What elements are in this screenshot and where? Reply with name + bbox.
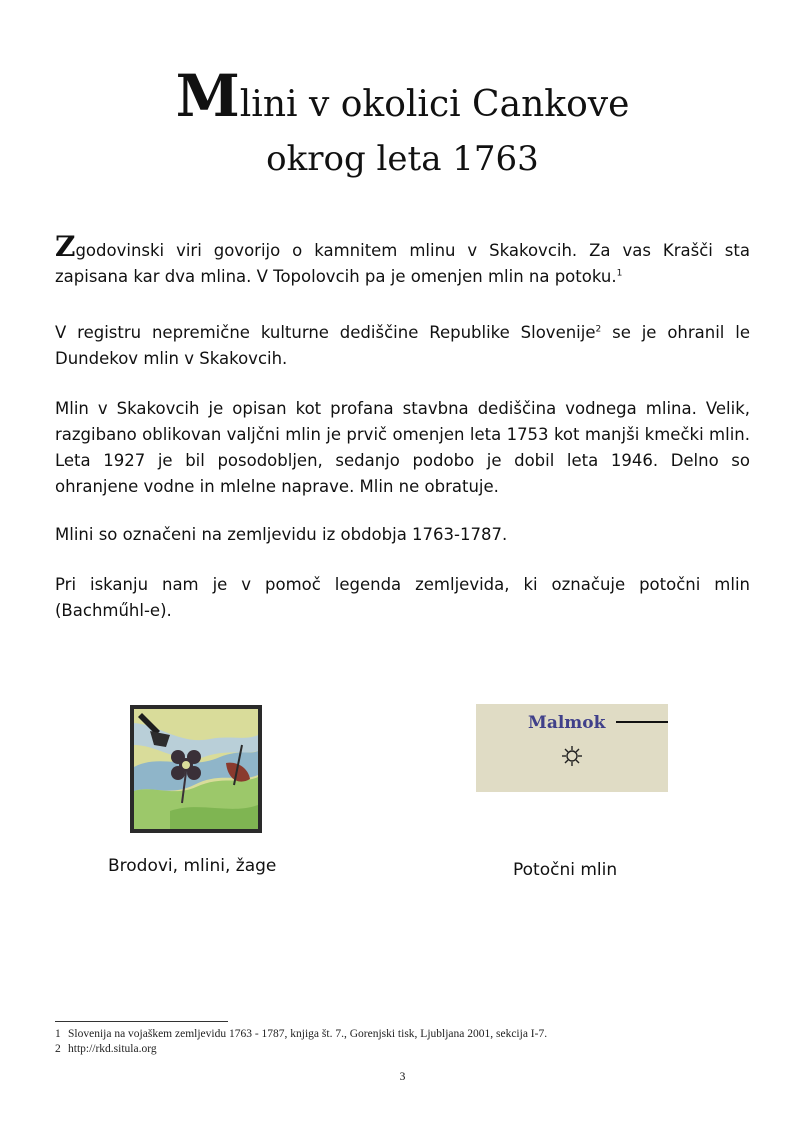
paragraph-4 [55,522,750,548]
page-title-line1 [0,62,805,135]
title-rest: lini v okolici Cankove [239,84,630,125]
paragraph-5 [55,572,750,624]
title-initial: M [175,62,240,130]
footnote-ref-2[interactable]: 2 [595,324,602,335]
paragraph-1 [55,230,750,290]
paragraph-4-text: Mlini so označeni na zemljevidu iz obdobja 1763-1787. [55,525,508,544]
legend-image-mills-boats-sawmills [130,705,262,833]
paragraph-initial: Z [55,230,76,263]
paragraph-5-text: Pri iskanju nam je v pomoč legenda zemljevida, ki označuje potočni mlin (Bachműhl-e). [55,575,750,620]
page-number: 3 [399,1071,406,1083]
paragraph-3 [55,396,750,500]
caption-mills-boats-sawmills: Brodovi, mlini, žage [108,856,277,876]
footnote-2 [55,1043,157,1055]
paragraph-2 [55,320,750,372]
paragraph-1-text: godovinski viri govorijo o kamnitem mlinu v Skakovcih. Za vas Krašči sta zapisana kar dva mlina. V Topolovcih pa je omenjen mlin na potoku. [55,241,750,286]
paragraph-3-text: Mlin v Skakovcih je opisan kot profana stavbna dediščina vodnega mlina. Velik, razgibano oblikovan valjčni mlin je prvič omenjen leta 1753 kot manjši kmečki mlin. Leta 1927 je bil posodobljen, sedanjo podobo je dobil leta 1946. Delno so ohranjene vodne in mlelne naprave. Mlin ne obratuje. [55,399,750,496]
paragraph-2-text-a: V registru nepremične kulturne dediščine Republike Slovenije [55,323,596,342]
footnote-1-text: Slovenija na vojaškem zemljevidu 1763 - 1787, knjiga št. 7., Gorenjski tisk, Ljubljana 2001, sekcija I-7. [68,1028,548,1040]
footnote-1 [55,1028,547,1040]
footnote-1-number: 1 [55,1028,61,1040]
page-title-line2: okrog leta 1763 [266,139,539,179]
footnote-divider [55,1021,228,1022]
caption-brook-mill: Potočni mlin [513,860,618,880]
malmok-label: Malmok [528,713,606,733]
footnote-2-number: 2 [55,1043,61,1055]
legend-image-brook-mill [476,704,668,792]
footnote-2-link[interactable]: http://rkd.situla.org [68,1043,157,1055]
paragraph-2-text-b: se je ohranil le Dundekov mlin v Skakovcih. [55,323,750,368]
footnote-ref-1[interactable]: 1 [616,268,623,279]
